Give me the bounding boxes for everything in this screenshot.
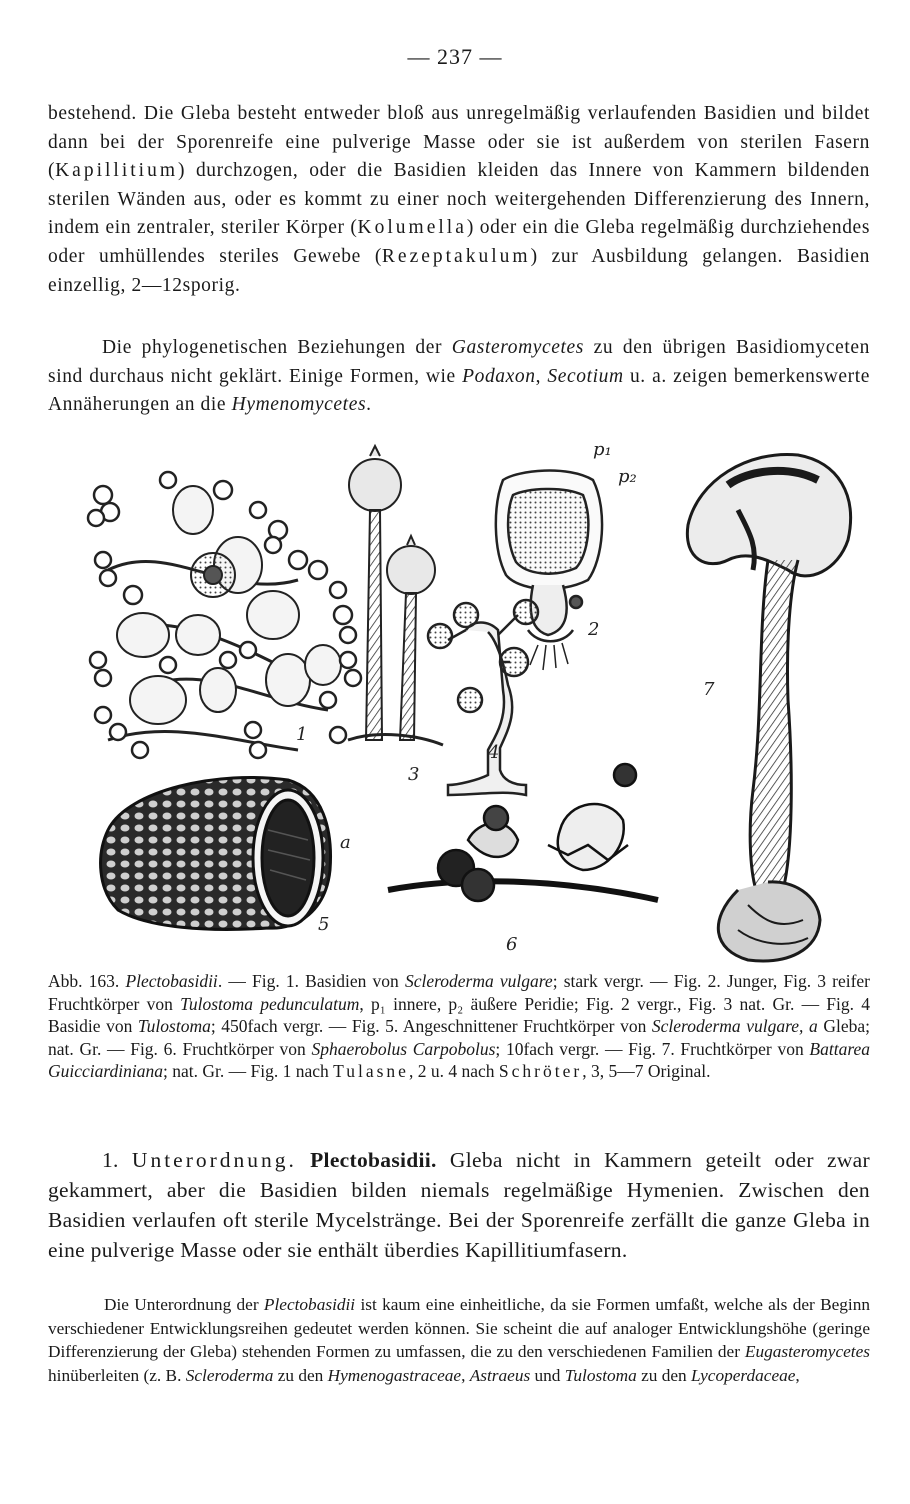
paragraph-phylogeny: Die phylogenetischen Beziehungen der Gasteromycetes zu den übrigen Basidiomyceten sind durchaus nicht geklärt. Einige Formen, wie Podaxon, Secotium u. a. zeigen bemerkenswerte Annäherungen an die Hymenomycetes. [48,337,871,416]
fig1-basidia [88,472,361,758]
fig5-label-a: a [340,832,351,853]
taxon-hymenomycetes: Hymenomycetes [231,394,367,416]
figure-163-illustration [48,439,870,965]
fig5-scleroderma-sectioned [101,777,331,929]
fig7-battarea [687,454,850,960]
fig3-tulostoma-mature [348,446,443,745]
section-title: Plectobasidii. [310,1148,437,1172]
fig3-label: 3 [408,764,420,785]
figure-caption: Abb. 163. Plectobasidii. — Fig. 1. Basidien von Scleroderma vulgare; stark vergr. — Fig. 2. Junger, Fig. 3 reifer Fruchtkörper von Tulostoma pedunculatum, p₁ innere, p₂ äußere Peridie; Fig. 2 vergr., Fig. 3 nat. Gr. — Fig. 4 Basidie von Tulostoma; 450fach vergr. — Fig. 5. Angeschnittener Fruchtkörper von Scleroderma vulgare, a Gleba; nat. Gr. — Fig. 6. Fruchtkörper von Sphaerobolus Carpobolus; 10fach vergr. — Fig. 7. Fruchtkörper von Battarea Guicciardiniana; nat. Gr. — Fig. 1 nach Tulasne, 2 u. 4 nach Schröter, 3, 5—7 Original. [48,971,871,1082]
section-plectobasidii: 1. Unterordnung. Plectobasidii. Gleba nicht in Kammern geteilt oder zwar gekammert, aber die Basidien bilden niemals regelmäßige Hymenien. Zwischen den Basidien verlaufen oft sterile Mycelstränge. Bei der Sporenreife zerfällt die ganze Gleba in eine pulverige Masse oder sie enthält überdies Kapillitiumfasern. [48,1148,870,1262]
section-label: Unterordnung. [131,1148,297,1172]
fig7-label: 7 [703,679,715,700]
fig6-label: 6 [506,934,518,955]
fig2-label: 2 [588,619,600,640]
fig2-tulostoma-young [496,471,602,670]
term-kolumella: Kolumella [357,217,467,239]
fig4-label: 4 [488,742,500,763]
term-kapillitium: Kapillitium [55,160,179,182]
fig1-label: 1 [296,724,308,745]
taxon-podaxon: Podaxon [462,365,536,387]
taxon-secotium: Secotium [547,365,624,387]
fig2-label-p2: p₂ [618,466,637,487]
fig5-label: 5 [318,914,330,935]
taxon-gasteromycetes: Gasteromycetes [451,337,584,358]
fig2-label-p1: p₁ [593,439,612,460]
figure-drawing [48,439,870,965]
term-rezeptakulum: Rezeptakulum [381,245,531,267]
fig4-tulostoma-basidium [428,600,538,795]
paragraph-plectobasidii-relations: Die Unterordnung der Plectobasidii ist kaum eine einheitliche, da sie Formen umfaßt, welche als der Beginn verschiedener Entwicklungsreihen gedeutet werden können. Sie scheint die auf analoger Entwicklungshöhe (geringe Differenzierung der Gleba) stehenden Formen zu umfassen, die zu den verschiedenen Familien der Eugasteromycetes hinüberleiten (z. B. Scleroderma zu den Hymenogastraceae, Astraeus und Tulostoma zu den Lycoperdaceae, [48,1295,870,1385]
page-number: — 237 — [407,44,503,69]
paragraph-gleba-structure: bestehend. Die Gleba besteht entweder bloß aus unregelmäßig verlaufenden Basidien und bildet dann bei der Sporenreife eine pulverige Masse oder sie ist außerdem von sterilen Fasern (Kapillitium) durchzogen, oder die Basidien kleiden das Innere von Kammern bildenden sterilen Wänden aus, oder es kommt zu einer noch weitergehenden Differenzierung des Innern, indem ein zentraler, steriler Körper (Kolumella) oder ein die Gleba regelmäßig durchziehendes oder umhüllendes steriles Gewebe (Rezeptakulum) zur Ausbildung gelangen. Basidien einzellig, 2—12sporig. [48,103,871,296]
